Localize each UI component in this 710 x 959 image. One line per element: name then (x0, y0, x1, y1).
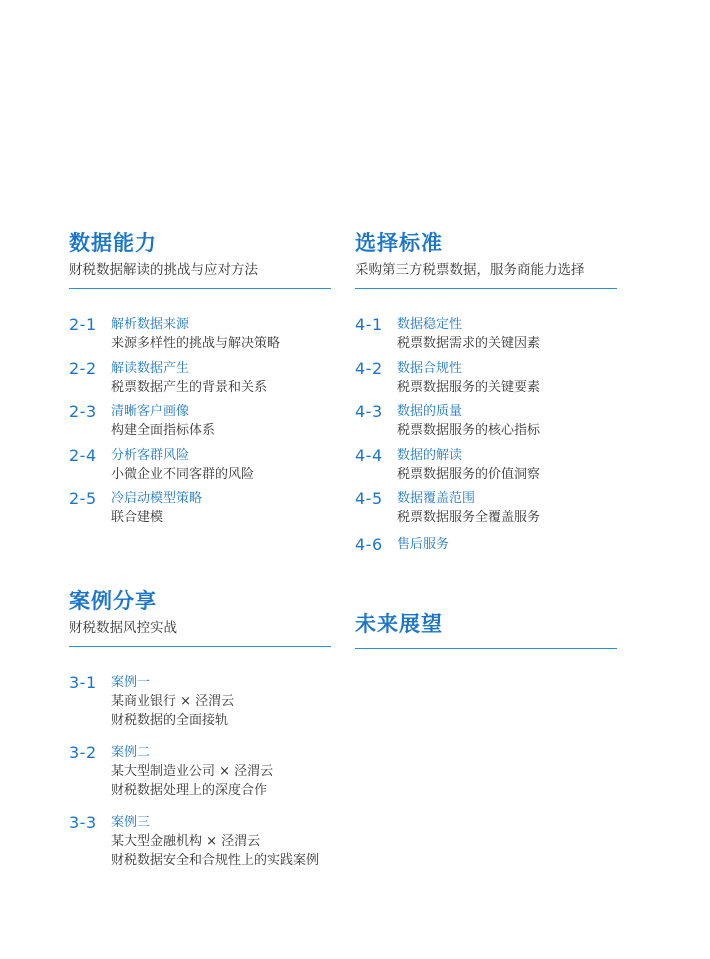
toc-item-desc: 税票数据需求的关键因素 (397, 336, 541, 351)
toc-item[interactable] (355, 489, 617, 533)
toc-item[interactable] (69, 489, 331, 533)
toc-item-partners: 某大型金融机构 × 泾渭云 (111, 834, 261, 849)
toc-item-number: 4-6 (355, 534, 383, 554)
toc-item-title: 数据稳定性 (397, 317, 463, 332)
toc-item-title: 数据的质量 (397, 404, 463, 419)
section-title: 数据能力 (69, 231, 157, 255)
toc-item-number: 4-1 (355, 315, 383, 334)
toc-item-title: 数据的解读 (397, 447, 463, 463)
toc-item[interactable] (69, 673, 331, 743)
section-future-outlook (355, 610, 617, 649)
toc-item-title: 解读数据产生 (111, 360, 190, 376)
section-subtitle: 财税数据解读的挑战与应对方法 (69, 262, 258, 278)
toc-item-desc: 财税数据处理上的深度合作 (111, 783, 268, 798)
section-title: 案例分享 (69, 589, 157, 613)
toc-item[interactable] (69, 446, 331, 490)
toc-item-desc: 联合建模 (111, 510, 164, 525)
toc-item-number: 2-3 (69, 402, 97, 421)
toc-item-desc: 小微企业不同客群的风险 (111, 466, 255, 482)
toc-item[interactable] (355, 315, 617, 359)
toc-item-title: 数据合规性 (397, 360, 463, 376)
section-divider (69, 288, 331, 289)
section-title: 未来展望 (355, 612, 443, 636)
toc-item-title: 案例三 (111, 815, 151, 830)
toc-item-number: 3-1 (69, 673, 97, 692)
toc-item-desc: 税票数据服务的关键要素 (397, 379, 541, 395)
toc-item-number: 2-1 (69, 315, 97, 334)
toc-item-number: 2-5 (69, 489, 97, 508)
section-subtitle: 财税数据风控实战 (69, 620, 177, 636)
section-subtitle: 采购第三方税票数据，服务商能力选择 (355, 262, 585, 278)
toc-item[interactable] (69, 813, 331, 883)
section-selection-criteria (355, 229, 617, 559)
toc-item-number: 4-2 (355, 358, 383, 378)
toc-item-title: 数据覆盖范围 (397, 491, 476, 506)
toc-item-desc: 财税数据的全面接轨 (111, 713, 229, 728)
toc-item-title: 分析客群风险 (111, 447, 190, 463)
toc-item-number: 4-5 (355, 489, 383, 508)
toc-item-desc: 来源多样性的挑战与解决策略 (111, 336, 281, 351)
toc-item[interactable] (355, 402, 617, 446)
toc-item-title: 案例一 (111, 675, 151, 690)
toc-item[interactable] (355, 446, 617, 490)
toc-item[interactable] (355, 535, 617, 559)
toc-item-partners: 某商业银行 × 泾渭云 (111, 694, 235, 709)
section-title: 选择标准 (355, 231, 443, 255)
toc-item-desc: 税票数据服务全覆盖服务 (397, 510, 541, 525)
toc-item-desc: 构建全面指标体系 (111, 423, 216, 438)
toc-item-title: 解析数据来源 (111, 317, 190, 332)
section-data-capability (69, 229, 331, 533)
section-divider (355, 288, 617, 289)
toc-item-desc: 财税数据安全和合规性上的实践案例 (111, 853, 320, 868)
toc-item-desc: 税票数据产生的背景和关系 (111, 379, 268, 395)
toc-item-desc: 税票数据服务的核心指标 (397, 423, 541, 438)
toc-item-title: 案例二 (111, 745, 151, 760)
toc-item-number: 4-3 (355, 402, 383, 421)
section-divider (69, 646, 331, 647)
toc-item[interactable] (69, 315, 331, 359)
toc-item-title: 清晰客户画像 (111, 404, 190, 419)
toc-item[interactable] (69, 402, 331, 446)
toc-item[interactable] (355, 359, 617, 403)
toc-item-number: 2-2 (69, 358, 97, 378)
toc-item-number: 3-3 (69, 813, 97, 832)
toc-item[interactable] (69, 359, 331, 403)
section-divider (355, 648, 617, 649)
toc-item-number: 2-4 (69, 445, 97, 465)
toc-item-title: 冷启动模型策略 (111, 491, 203, 506)
toc-item-partners: 某大型制造业公司 × 泾渭云 (111, 764, 274, 779)
toc-item-desc: 税票数据服务的价值洞察 (397, 466, 541, 482)
toc-item-title: 售后服务 (397, 536, 450, 552)
toc-item[interactable] (69, 743, 331, 813)
section-case-studies (69, 587, 331, 883)
toc-item-number: 3-2 (69, 743, 97, 762)
toc-item-number: 4-4 (355, 445, 383, 465)
